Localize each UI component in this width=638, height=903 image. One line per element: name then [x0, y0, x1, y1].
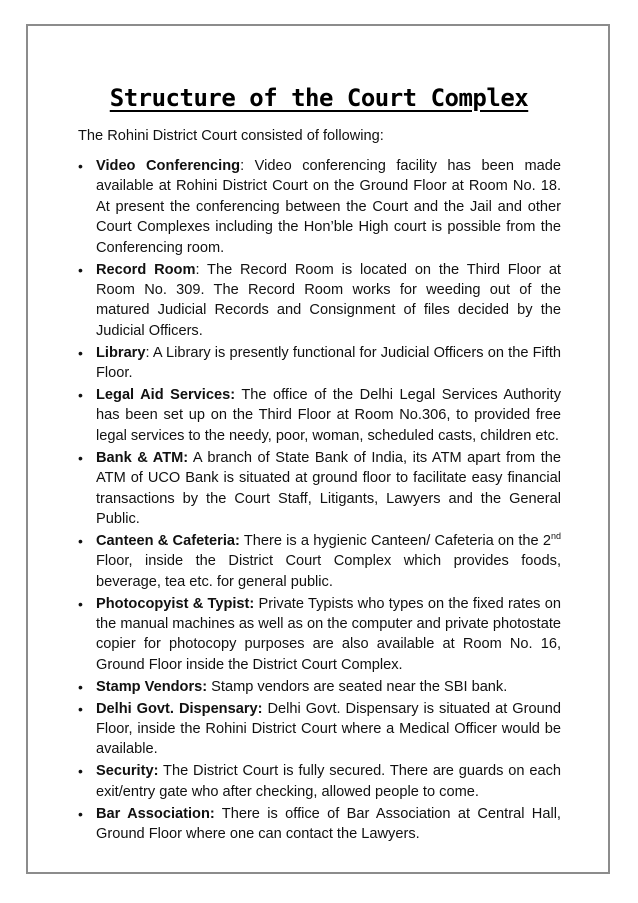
- item-term: Bank & ATM:: [96, 449, 189, 466]
- item-term: Bar Association:: [96, 805, 215, 822]
- bullet-icon: •: [78, 344, 83, 361]
- bullet-icon: •: [78, 449, 83, 466]
- list-item: [78, 677, 561, 697]
- item-text: There is a hygienic Canteen/ Cafeteria on the 2: [239, 532, 551, 549]
- item-text: A Library is presently functional for Judicial Officers on the Fifth Floor.: [96, 344, 561, 382]
- list-item: [78, 385, 561, 446]
- item-term: Video Conferencing: [96, 158, 241, 174]
- item-text: Video conferencing facility has been made available at Rohini District Court on the Ground Floor at Room No. 18. At present the conferencing between the Court and the Jail and other Court Complexes including the Hon’ble High court is possible from the Conferencing room.: [96, 158, 561, 256]
- item-term: Library: [96, 344, 146, 361]
- bullet-icon: •: [78, 386, 83, 403]
- item-text: The office of the Delhi Legal Services Authority has been set up on the Third Floor at Room No.306, to provided free legal services to the needy, poor, woman, scheduled casts, children etc.: [96, 386, 561, 444]
- list-item: • Video Conferencing: Video conferencing facility has been made available at Rohini District Court on the Ground Floor at Room No. 18. At present the conferencing between the Court and the Jail and other Court Complexes including the Hon’ble High court is possible from the Conferencing room.: [78, 158, 561, 256]
- page-title: Structure of the Court Complex: [109, 84, 529, 112]
- item-term: Photocopyist & Typist:: [96, 595, 255, 612]
- item-term: Security:: [96, 763, 159, 780]
- item-text: There is office of Bar Association at Central Hall, Ground Floor where one can contact the Lawyers.: [96, 805, 561, 842]
- bullet-icon: •: [78, 532, 83, 549]
- item-text: The Record Room is located on the Third Floor at Room No. 309. The Record Room works for weeding out of the matured Judicial Records and Consignment of files decided by the Judicial Officers.: [96, 261, 561, 339]
- list-item: [78, 531, 561, 592]
- superscript: nd: [550, 530, 561, 541]
- list-item: [78, 804, 561, 845]
- item-term: Delhi Govt. Dispensary:: [96, 700, 263, 717]
- item-text: A branch of State Bank of India, its ATM apart from the ATM of UCO Bank is situated at ground floor to facilitate easy financial transactions by the Court Staff, Litigants, Lawyers and the General Public.: [96, 449, 561, 527]
- intro-text: The Rohini District Court consisted of following:: [78, 128, 384, 144]
- list-item: [78, 594, 561, 676]
- item-text: Private Typists who types on the fixed rates on the manual machines as well as on the computer and private photostate copier for photocopy purposes are also available at Room No. 16, Ground Floor inside the District Court Complex.: [96, 595, 561, 673]
- list-item: • Record Room: The Record Room is located on the Third Floor at Room No. 309. The Record Room works for weeding out of the matured Judicial Records and Consignment of files decided by the Judicial Officers.: [78, 261, 561, 339]
- item-text: Delhi Govt. Dispensary is situated at Ground Floor, inside the Rohini District Court where a Medical Officer would be available.: [96, 700, 561, 758]
- bullet-icon: •: [78, 261, 83, 278]
- facility-list: [78, 156, 561, 846]
- list-item: [78, 761, 561, 802]
- list-item: • Library: A Library is presently functional for Judicial Officers on the Fifth Floor.: [78, 344, 561, 382]
- bullet-icon: •: [78, 763, 83, 780]
- item-text: The District Court is fully secured. There are guards on each exit/entry gate who after checking, allowed people to come.: [96, 763, 561, 800]
- item-term: Record Room: [96, 261, 196, 278]
- bullet-icon: •: [78, 700, 83, 717]
- item-text-continued: Floor, inside the District Court Complex which provides foods, beverage, tea etc. for general public.: [96, 553, 561, 590]
- item-term: Canteen & Cafeteria:: [96, 532, 240, 549]
- bullet-icon: •: [78, 678, 83, 695]
- list-item: [78, 699, 561, 760]
- item-term: Legal Aid Services:: [96, 386, 236, 403]
- bullet-icon: •: [78, 158, 83, 174]
- item-term: Stamp Vendors:: [96, 678, 208, 695]
- list-item: [78, 448, 561, 530]
- item-text: Stamp vendors are seated near the SBI bank.: [207, 678, 508, 695]
- bullet-icon: •: [78, 805, 83, 822]
- bullet-icon: •: [78, 595, 83, 612]
